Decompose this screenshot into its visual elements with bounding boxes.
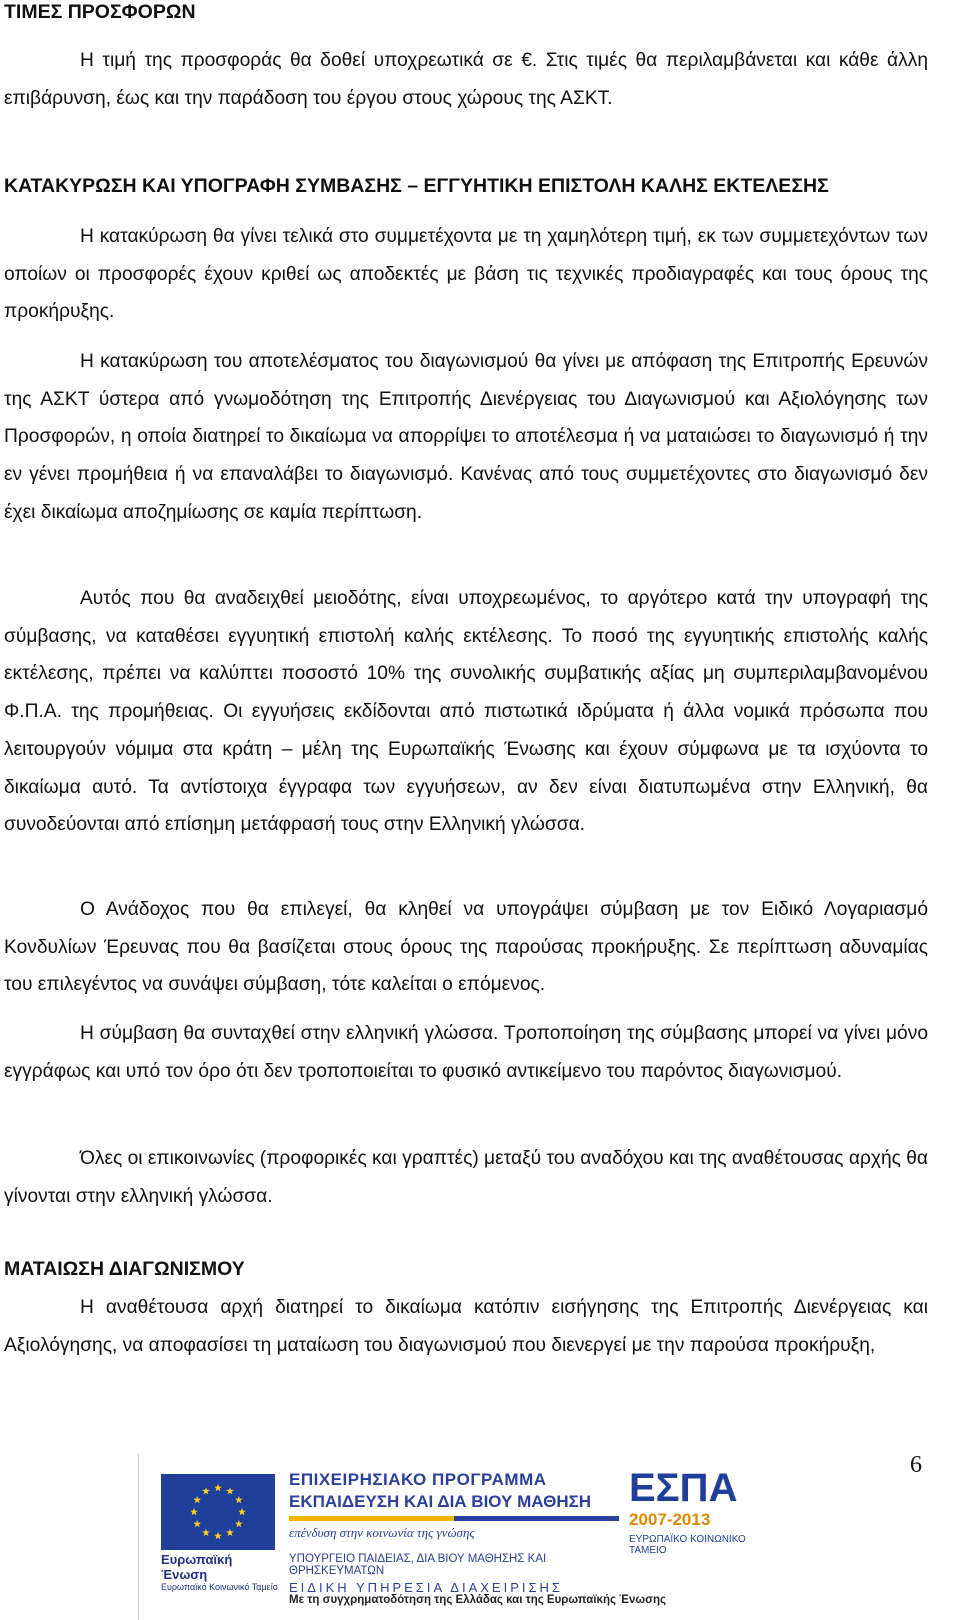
paragraph-award-6: Όλες οι επικοινωνίες (προφορικές και γραπτές) μεταξύ του αναδόχου και της αναθέτουσας αρχής θα γίνονται στην ελληνική γλώσσα. xyxy=(4,1148,928,1207)
eu-fund-label: Ευρωπαϊκό Κοινωνικό Ταμείο xyxy=(161,1582,278,1592)
paragraph-award-5: Η σύμβαση θα συνταχθεί στην ελληνική γλώσσα. Τροποποίηση της σύμβασης μπορεί να γίνει μόνο εγγράφως και υπό τον όρο ότι δεν τροποποιείται το φυσικό αντικείμενο του παρόντος διαγωνισμού. xyxy=(4,1023,928,1082)
eu-flag-icon xyxy=(161,1474,275,1550)
espa-years: 2007-2013 xyxy=(629,1510,711,1529)
cofunding-caption: Με τη συγχρηματοδότηση της Ελλάδας και της Ευρωπαϊκής Ένωσης xyxy=(289,1594,666,1606)
op-title-line: ΕΠΙΧΕΙΡΗΣΙΑΚΟ ΠΡΟΓΡΑΜΜΑ xyxy=(289,1470,547,1489)
op-subtitle-line: ΕΚΠΑΙΔΕΥΣΗ ΚΑΙ ΔΙΑ ΒΙΟΥ ΜΑΘΗΣΗ xyxy=(289,1492,592,1511)
page-number: 6 xyxy=(910,1452,922,1478)
paragraph-award-2: Η κατακύρωση του αποτελέσματος του διαγωνισμού θα γίνει με απόφαση της Επιτροπής Ερευνών της ΑΣΚΤ ύστερα από γνωμοδότηση της Επιτροπής Διενέργειας του Διαγωνισμού και Αξιολόγησης των Προσφορών, η οποία διατηρεί το δικαίωμα να απορρίψει το αποτέλεσμα ή να ματαιώσει το διαγωνισμό ή την εν γένει προμήθεια ή να επαναλάβει το διαγωνισμό. Κανένας από τους συμμετέχοντες στο διαγωνισμό δεν έχει δικαίωμα αποζημίωσης σε καμία περίπτωση. xyxy=(4,351,928,523)
operational-programme-logo xyxy=(289,1470,619,1595)
eu-logo-block xyxy=(161,1474,279,1610)
paragraph-award-1: Η κατακύρωση θα γίνει τελικά στο συμμετέχοντα με τη χαμηλότερη τιμή, εκ των συμμετεχόντων των οποίων οι προσφορές έχουν κριθεί ως αποδεκτές με βάση τις τεχνικές προδιαγραφές και τους όρους της προκήρυξης. xyxy=(4,226,928,323)
espa-fund-label: ΕΥΡΩΠΑΪΚΟ ΚΟΙΝΩΝΙΚΟ ΤΑΜΕΙΟ xyxy=(629,1534,746,1556)
paragraph-award-4: Ο Ανάδοχος που θα επιλεγεί, θα κληθεί να υπογράψει σύμβαση με τον Ειδικό Λογαριασμό Κονδυλίων Έρευνας που θα βασίζεται στους όρους της παρούσας προκήρυξης. Σε περίπτωση αδυναμίας του επιλεγέντος να συνάψει σύμβαση, τότε καλείται ο επόμενος. xyxy=(4,899,928,996)
paragraph-award-3: Αυτός που θα αναδειχθεί μειοδότης, είναι υποχρεωμένος, το αργότερο κατά την υπογραφή της σύμβασης, να καταθέσει εγγυητική επιστολή καλής εκτέλεσης. Το ποσό της εγγυητικής επιστολής καλής εκτέλεσης, πρέπει να καλύπτει ποσοστό 10% της συνολικής συμβατικής αξίας μη συμπεριλαμβανομένου Φ.Π.Α. της προμήθειας. Οι εγγυήσεις εκδίδονται από πιστωτικά ιδρύματα ή άλλα νομικά πρόσωπα που λειτουργούν νόμιμα στα κράτη – μέλη της Ευρωπαϊκής Ένωσης και έχουν σύμφωνα με τα ισχύοντα το δικαίωμα αυτό. Τα αντίστοιχα έγγραφα των εγγυήσεων, αν δεν είναι διατυπωμένα στην Ελληνική, θα συνοδεύονται από επίσημη μετάφρασή τους στην Ελληνική γλώσσα. xyxy=(4,588,928,836)
op-stripe xyxy=(289,1516,619,1521)
espa-logo-block xyxy=(629,1466,769,1586)
op-slogan-line: επένδυση στην κοινωνία της γνώσης xyxy=(289,1525,475,1540)
paragraph-cancellation: Η αναθέτουσα αρχή διατηρεί το δικαίωμα κατόπιν εισήγησης της Επιτροπής Διενέργειας και Αξιολόγησης, να αποφασίσει τη ματαίωση του διαγωνισμού που διενεργεί με την παρούσα προκήρυξη, xyxy=(4,1297,928,1356)
section-heading-cancellation: ΜΑΤΑΙΩΣΗ ΔΙΑΓΩΝΙΣΜΟΥ xyxy=(4,1258,245,1280)
espa-wordmark: ΕΣΠΑ xyxy=(629,1466,738,1510)
eu-name-label: Ευρωπαϊκή Ένωση xyxy=(161,1552,233,1582)
ministry-line: ΥΠΟΥΡΓΕΙΟ ΠΑΙΔΕΙΑΣ, ΔΙΑ ΒΙΟΥ ΜΑΘΗΣΗΣ ΚΑΙ ΘΡΗΣΚΕΥΜΑΤΩΝ xyxy=(289,1553,547,1577)
funding-footer xyxy=(138,1454,784,1620)
section-heading-award: ΚΑΤΑΚΥΡΩΣΗ ΚΑΙ ΥΠΟΓΡΑΦΗ ΣΥΜΒΑΣΗΣ – ΕΓΓΥΗΤΙΚΗ ΕΠΙΣΤΟΛΗ ΚΑΛΗΣ ΕΚΤΕΛΕΣΗΣ xyxy=(4,175,829,197)
section-heading-offer-prices: ΤΙΜΕΣ ΠΡΟΣΦΟΡΩΝ xyxy=(4,1,196,23)
paragraph-offer-prices: Η τιμή της προσφοράς θα δοθεί υποχρεωτικά σε €. Στις τιμές θα περιλαμβάνεται και κάθε άλλη επιβάρυνση, έως και την παράδοση του έργου στους χώρους της ΑΣΚΤ. xyxy=(4,50,928,109)
management-service-line: ΕΙΔΙΚΗ ΥΠΗΡΕΣΙΑ ΔΙΑΧΕΙΡΙΣΗΣ xyxy=(289,1580,563,1595)
